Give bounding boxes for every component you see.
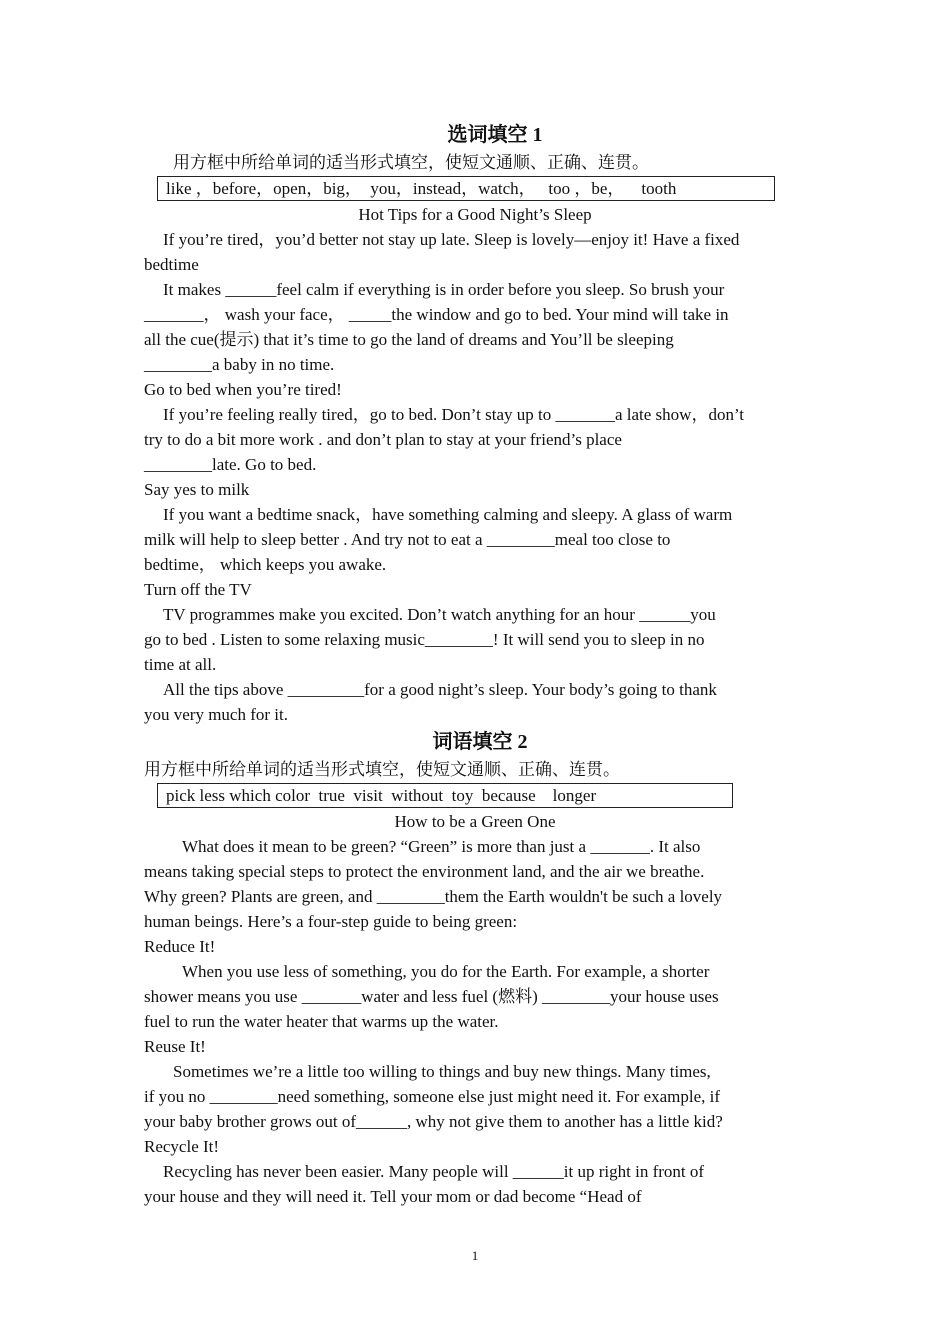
s1-subheading-bed: Go to bed when you’re tired! <box>144 380 342 399</box>
s2-line-2: Why green? Plants are green, and ________them the Earth wouldn't be such a lovely <box>144 887 723 906</box>
s2-line-1: means taking special steps to protect the environment land, and the air we breathe. <box>144 862 705 881</box>
s1-line-13: bedtime， which keeps you awake. <box>144 555 387 574</box>
s1-subheading-tv: Turn off the TV <box>144 580 252 599</box>
s2-line-11: your baby brother grows out of______, why not give them to another has a little kid? <box>144 1112 723 1131</box>
s1-line-3: _______， wash your face， _____the window and go to bed. Your mind will take in <box>144 305 729 324</box>
s2-line-13: Recycling has never been easier. Many people will ______it up right in front of <box>163 1162 705 1181</box>
section2-title: 词语填空 2 <box>432 731 528 753</box>
s1-line-12: milk will help to sleep better . And try not to eat a ________meal too close to <box>144 530 671 549</box>
s1-line-8: try to do a bit more work . and don’t plan to stay at your friend’s place <box>144 430 622 449</box>
s2-line-14: your house and they will need it. Tell your mom or dad become “Head of <box>144 1187 642 1206</box>
s1-line-9: ________late. Go to bed. <box>144 455 317 474</box>
section1-title: 选词填空 1 <box>447 124 543 146</box>
s1-line-5: ________a baby in no time. <box>144 355 335 374</box>
s1-subheading-milk: Say yes to milk <box>144 480 250 499</box>
s2-line-9: Sometimes we’re a little too willing to things and buy new things. Many times, <box>173 1062 711 1081</box>
s1-line-16: go to bed . Listen to some relaxing music________! It will send you to sleep in no <box>144 630 705 649</box>
s2-line-7: fuel to run the water heater that warms up the water. <box>144 1012 499 1031</box>
s1-line-1: bedtime <box>144 255 199 274</box>
s1-line-19: you very much for it. <box>144 705 288 724</box>
s2-line-5: When you use less of something, you do for the Earth. For example, a shorter <box>182 962 710 981</box>
s2-line-0: What does it mean to be green? “Green” is more than just a _______. It also <box>182 837 701 856</box>
document-page <box>144 120 806 1209</box>
s1-line-18: All the tips above _________for a good night’s sleep. Your body’s going to thank <box>163 680 717 699</box>
s1-line-17: time at all. <box>144 655 217 674</box>
s1-line-0: If you’re tired，you’d better not stay up late. Sleep is lovely—enjoy it! Have a fixed <box>163 230 740 249</box>
page-number: 1 <box>471 1248 479 1263</box>
s1-line-11: If you want a bedtime snack，have something calming and sleepy. A glass of warm <box>163 505 733 524</box>
s1-line-4: all the cue(提示) that it’s time to go the land of dreams and You’ll be sleeping <box>144 330 674 349</box>
section1-heading: Hot Tips for a Good Night’s Sleep <box>358 205 592 224</box>
s2-line-10: if you no ________need something, someone else just might need it. For example, if <box>144 1087 721 1106</box>
s1-line-2: It makes ______feel calm if everything is in order before you sleep. So brush your <box>163 280 725 299</box>
section1-instruction: 用方框中所给单词的适当形式填空，使短文通顺、正确、连贯。 <box>173 153 649 172</box>
s2-line-6: shower means you use _______water and less fuel (燃料) ________your house uses <box>144 987 719 1006</box>
section2-word-box: pick less which color true visit without toy because longer <box>157 783 733 808</box>
s2-line-3: human beings. Here’s a four-step guide to being green: <box>144 912 518 931</box>
s2-subheading-reuse: Reuse It! <box>144 1037 206 1056</box>
s1-line-7: If you’re feeling really tired，go to bed. Don’t stay up to _______a late show，don’t <box>163 405 745 424</box>
s2-subheading-reduce: Reduce It! <box>144 937 216 956</box>
section2-instruction: 用方框中所给单词的适当形式填空，使短文通顺、正确、连贯。 <box>144 760 620 779</box>
section2-heading: How to be a Green One <box>394 812 556 831</box>
s2-subheading-recycle: Recycle It! <box>144 1137 220 1156</box>
section1-word-box: like ，before，open，big， you，instead，watch， too ，be， tooth <box>157 176 775 201</box>
s1-line-15: TV programmes make you excited. Don’t watch anything for an hour ______you <box>163 605 716 624</box>
